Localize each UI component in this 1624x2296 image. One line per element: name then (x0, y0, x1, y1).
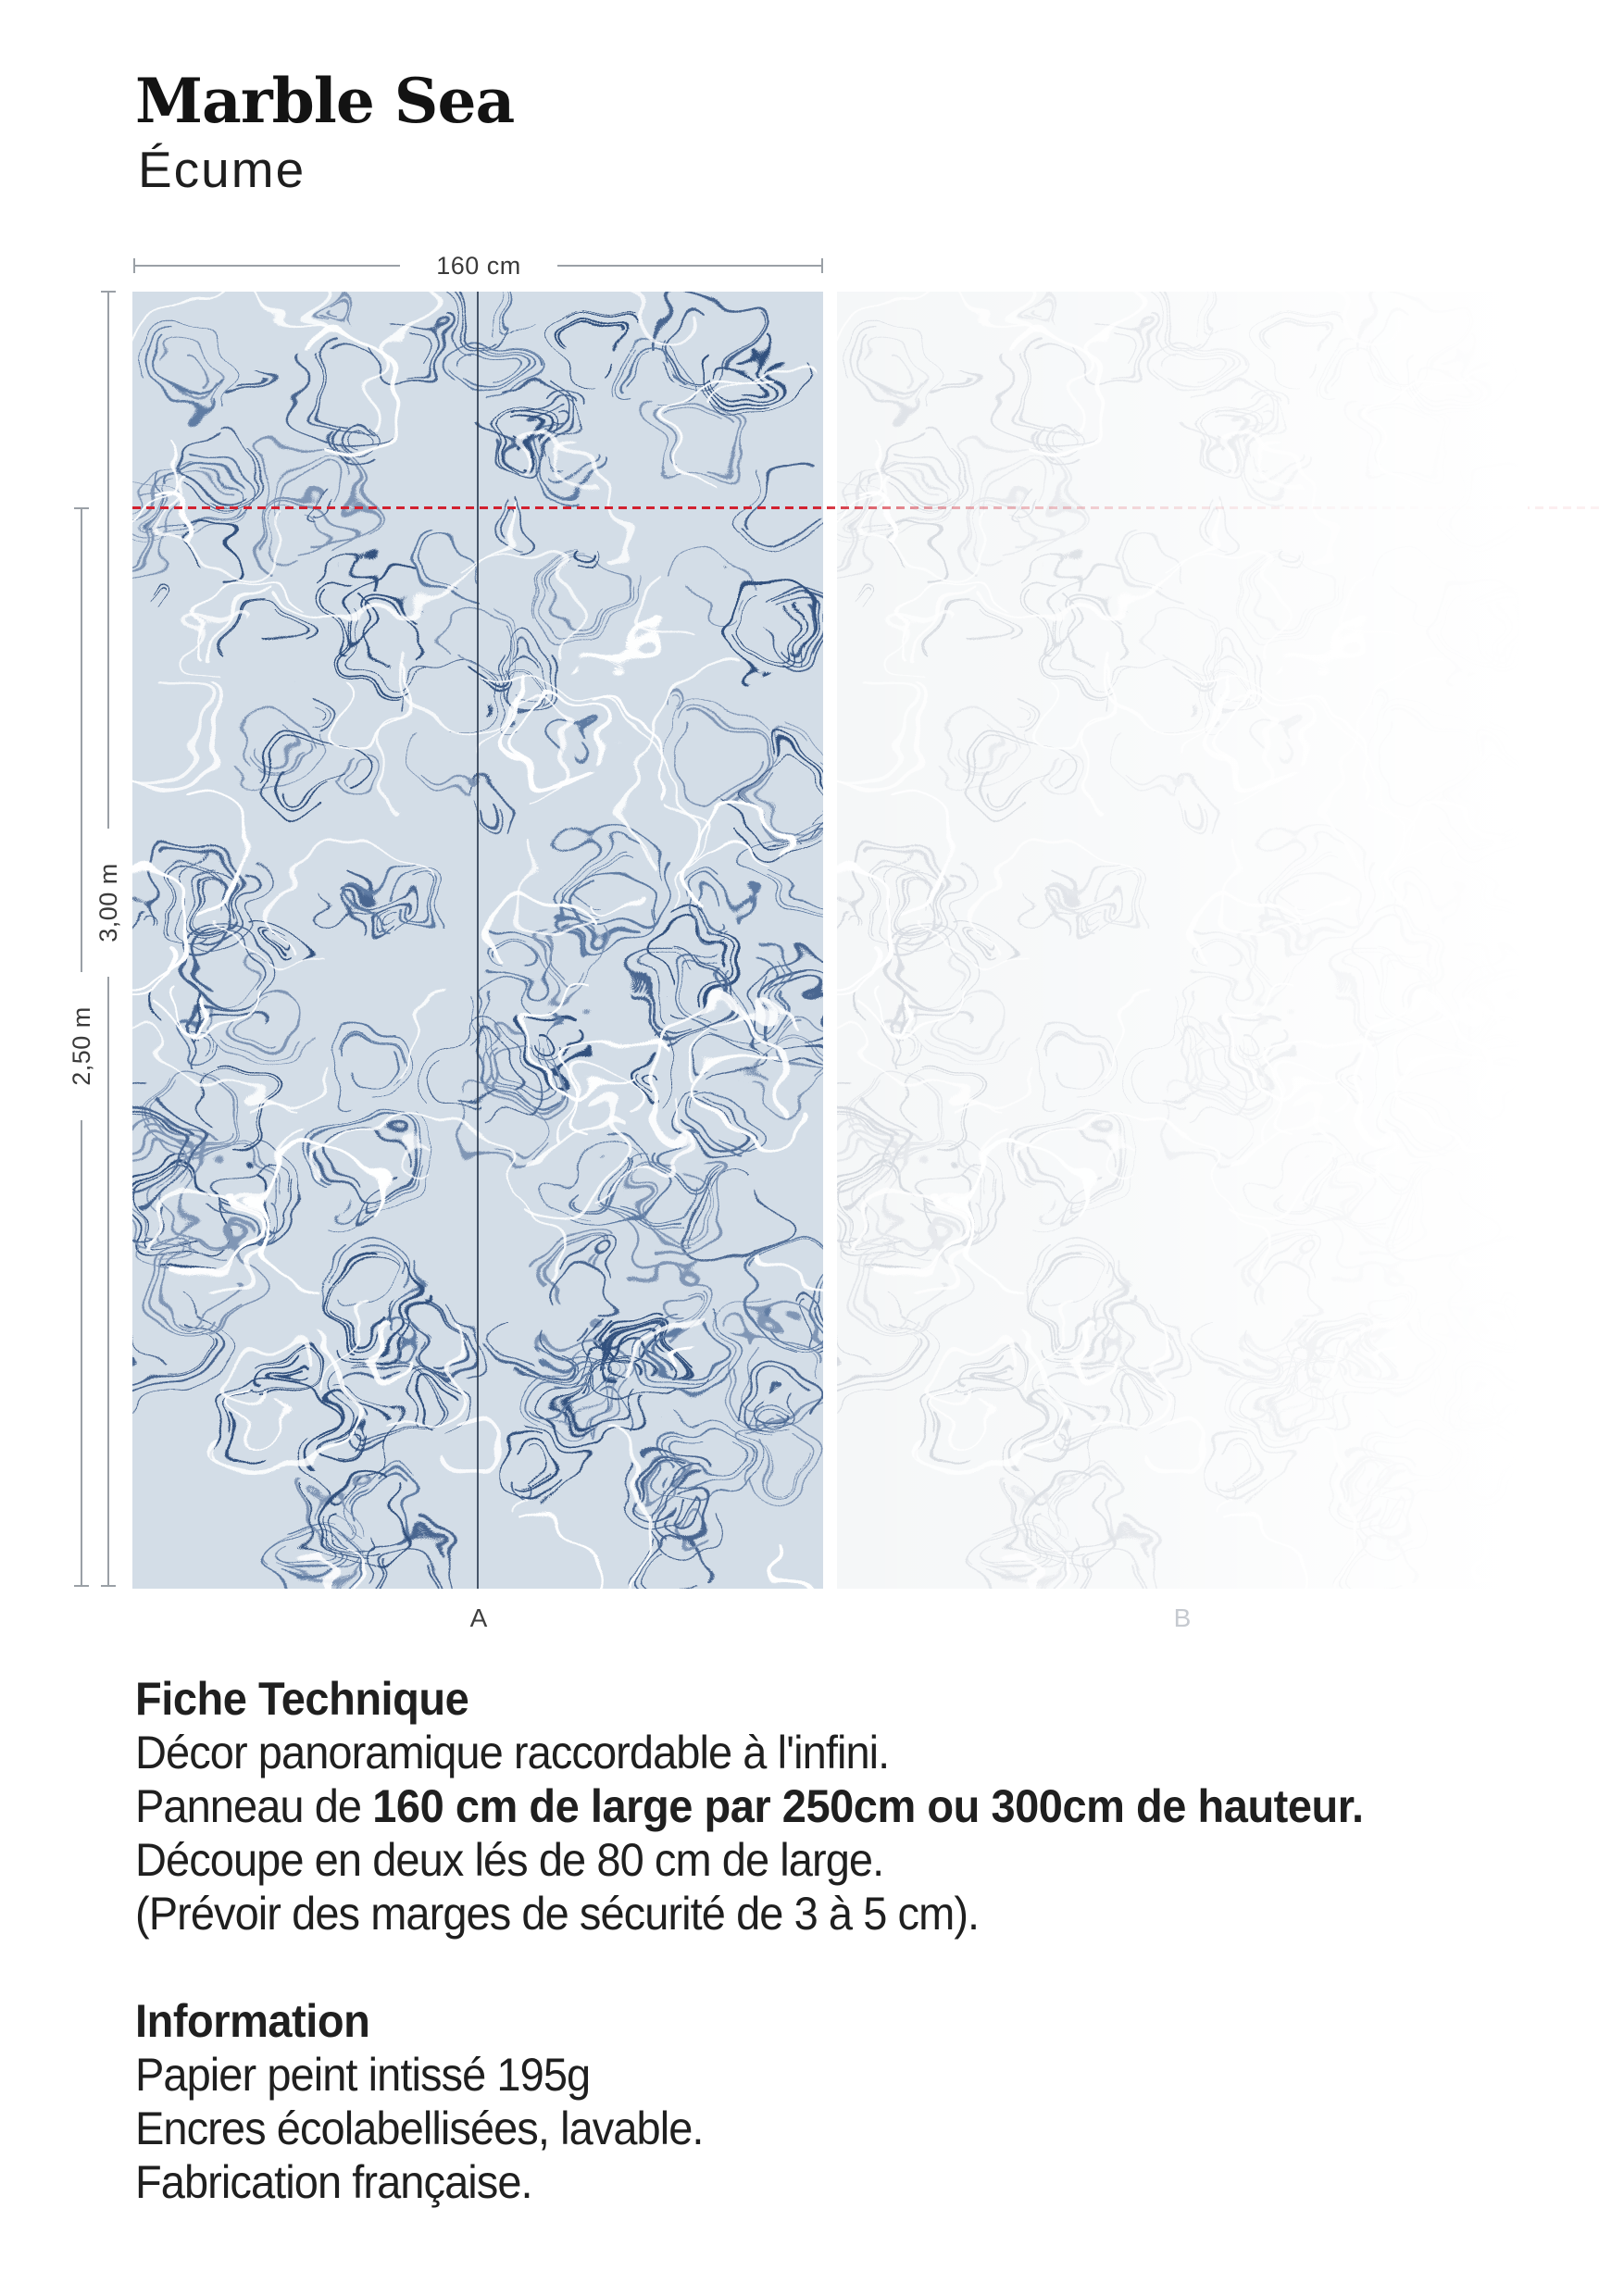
cut-height-tick-top (74, 507, 89, 509)
fiche-line-decoupe: Découpe en deux lés de 80 cm de large. (135, 1834, 884, 1886)
fiche-line-panneau (135, 1779, 1493, 1833)
full-height-dimension-label: 3,00 m (92, 829, 125, 977)
fiche-heading: Fiche Technique (135, 1673, 469, 1725)
fiche-line-panneau-normal: Panneau de (135, 1780, 373, 1832)
panel-a-letter: A (469, 1603, 488, 1632)
product-title: Marble Sea (135, 65, 515, 137)
information-heading: Information (135, 1995, 370, 2047)
fiche-line-decor: Décor panoramique raccordable à l'infini. (135, 1727, 890, 1778)
cut-height-dimension-label: 2,50 m (65, 972, 98, 1120)
width-dimension-label: 160 cm (400, 249, 557, 282)
wallpaper-panel-b (837, 292, 1528, 1589)
wallpaper-panel-a (132, 292, 823, 1589)
info-line-papier: Papier peint intissé 195g (135, 2049, 591, 2101)
fiche-line-panneau-bold: 160 cm de large par 250cm ou 300cm de hauteur. (372, 1780, 1364, 1832)
section-gap (135, 1940, 1493, 1994)
product-colorway-subtitle: Écume (138, 141, 306, 198)
width-dimension-tick-left (133, 258, 135, 273)
width-dimension-tick-right (821, 258, 823, 273)
panel-b-fade-overlay (837, 292, 1528, 1589)
fiche-line-marges: (Prévoir des marges de sécurité de 3 à 5 cm). (135, 1888, 980, 1940)
info-line-encres: Encres écolabellisées, lavable. (135, 2103, 704, 2154)
panel-b-letter: B (1173, 1603, 1192, 1632)
info-line-fabrication: Fabrication française. (135, 2156, 532, 2208)
technical-text-block (135, 1672, 1493, 2209)
cut-height-tick-bottom (74, 1585, 89, 1587)
full-height-tick-top (101, 291, 116, 293)
full-height-tick-bottom (101, 1585, 116, 1587)
panel-a-cut-line (477, 292, 479, 1589)
